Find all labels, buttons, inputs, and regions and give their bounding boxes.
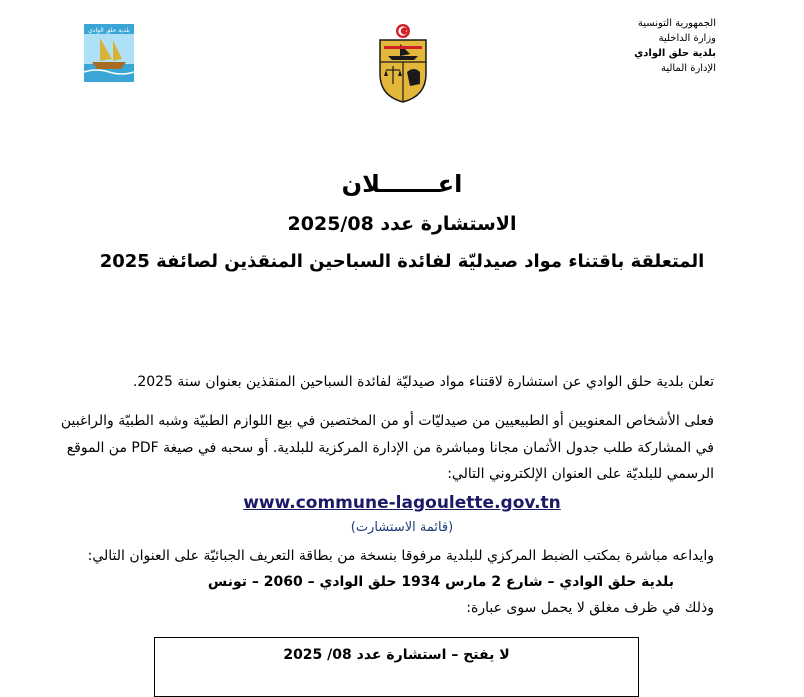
paragraph-eligibility-line2: في المشاركة طلب جدول الأثمان مجانا ومباشرة من الإدارة المركزية للبلدية. أو سحبه في صيغة PDF من الموقع xyxy=(66,440,714,456)
website-link[interactable]: www.commune-lagoulette.gov.tn xyxy=(243,493,561,513)
envelope-label-line1: لا يفتح – استشارة عدد 08/ 2025 xyxy=(283,647,510,663)
ministry-header xyxy=(556,16,716,76)
tunisia-emblem xyxy=(374,22,432,104)
envelope-label-box xyxy=(154,637,639,697)
website-note: (قائمة الاستشارت) xyxy=(350,520,454,535)
paragraph-announcement: تعلن بلدية حلق الوادي عن استشارة لاقتناء مواد صيدليّة لفائدة السباحين المنقذين بعنوان سنة 2025. xyxy=(132,374,714,390)
header-department: الإدارة المالية xyxy=(660,63,716,74)
paragraph-eligibility-line3: الرسمي للبلديّة على العنوان الإلكتروني التالي: xyxy=(447,466,714,482)
website-link-row xyxy=(0,493,804,513)
paragraph-submission: وايداعه مباشرة بمكتب الضبط المركزي للبلدية مرفوقا بنسخة من بطاقة التعريف الجبائيّة على العنوان التالي: xyxy=(87,548,714,564)
paragraph-eligibility-line1: فعلى الأشخاص المعنويين أو الطبيعيين من صيدليّات أو من المختصين في بيع اللوازم الطبيّة وشبه الطبيّة والراغبين xyxy=(60,413,714,429)
municipality-logo xyxy=(84,24,134,82)
announcement-heading: اعـــــــلان xyxy=(341,170,463,198)
paragraph-envelope: وذلك في ظرف مغلق لا يحمل سوى عبارة: xyxy=(466,600,714,616)
header-municipality: بلدية حلق الوادي xyxy=(634,48,716,59)
header-ministry: وزارة الداخلية xyxy=(658,33,716,44)
municipality-address: بلدية حلق الوادي – شارع 2 مارس 1934 حلق الوادي – 2060 – تونس xyxy=(207,574,674,590)
logo-caption: بلدية حلق الوادي xyxy=(88,27,130,34)
consultation-subject: المتعلقة باقتناء مواد صيدليّة لفائدة السباحين المنقذين لصائفة 2025 xyxy=(99,251,705,272)
consultation-number: الاستشارة عدد 2025/08 xyxy=(287,213,517,235)
header-republic: الجمهورية التونسية xyxy=(637,18,716,29)
